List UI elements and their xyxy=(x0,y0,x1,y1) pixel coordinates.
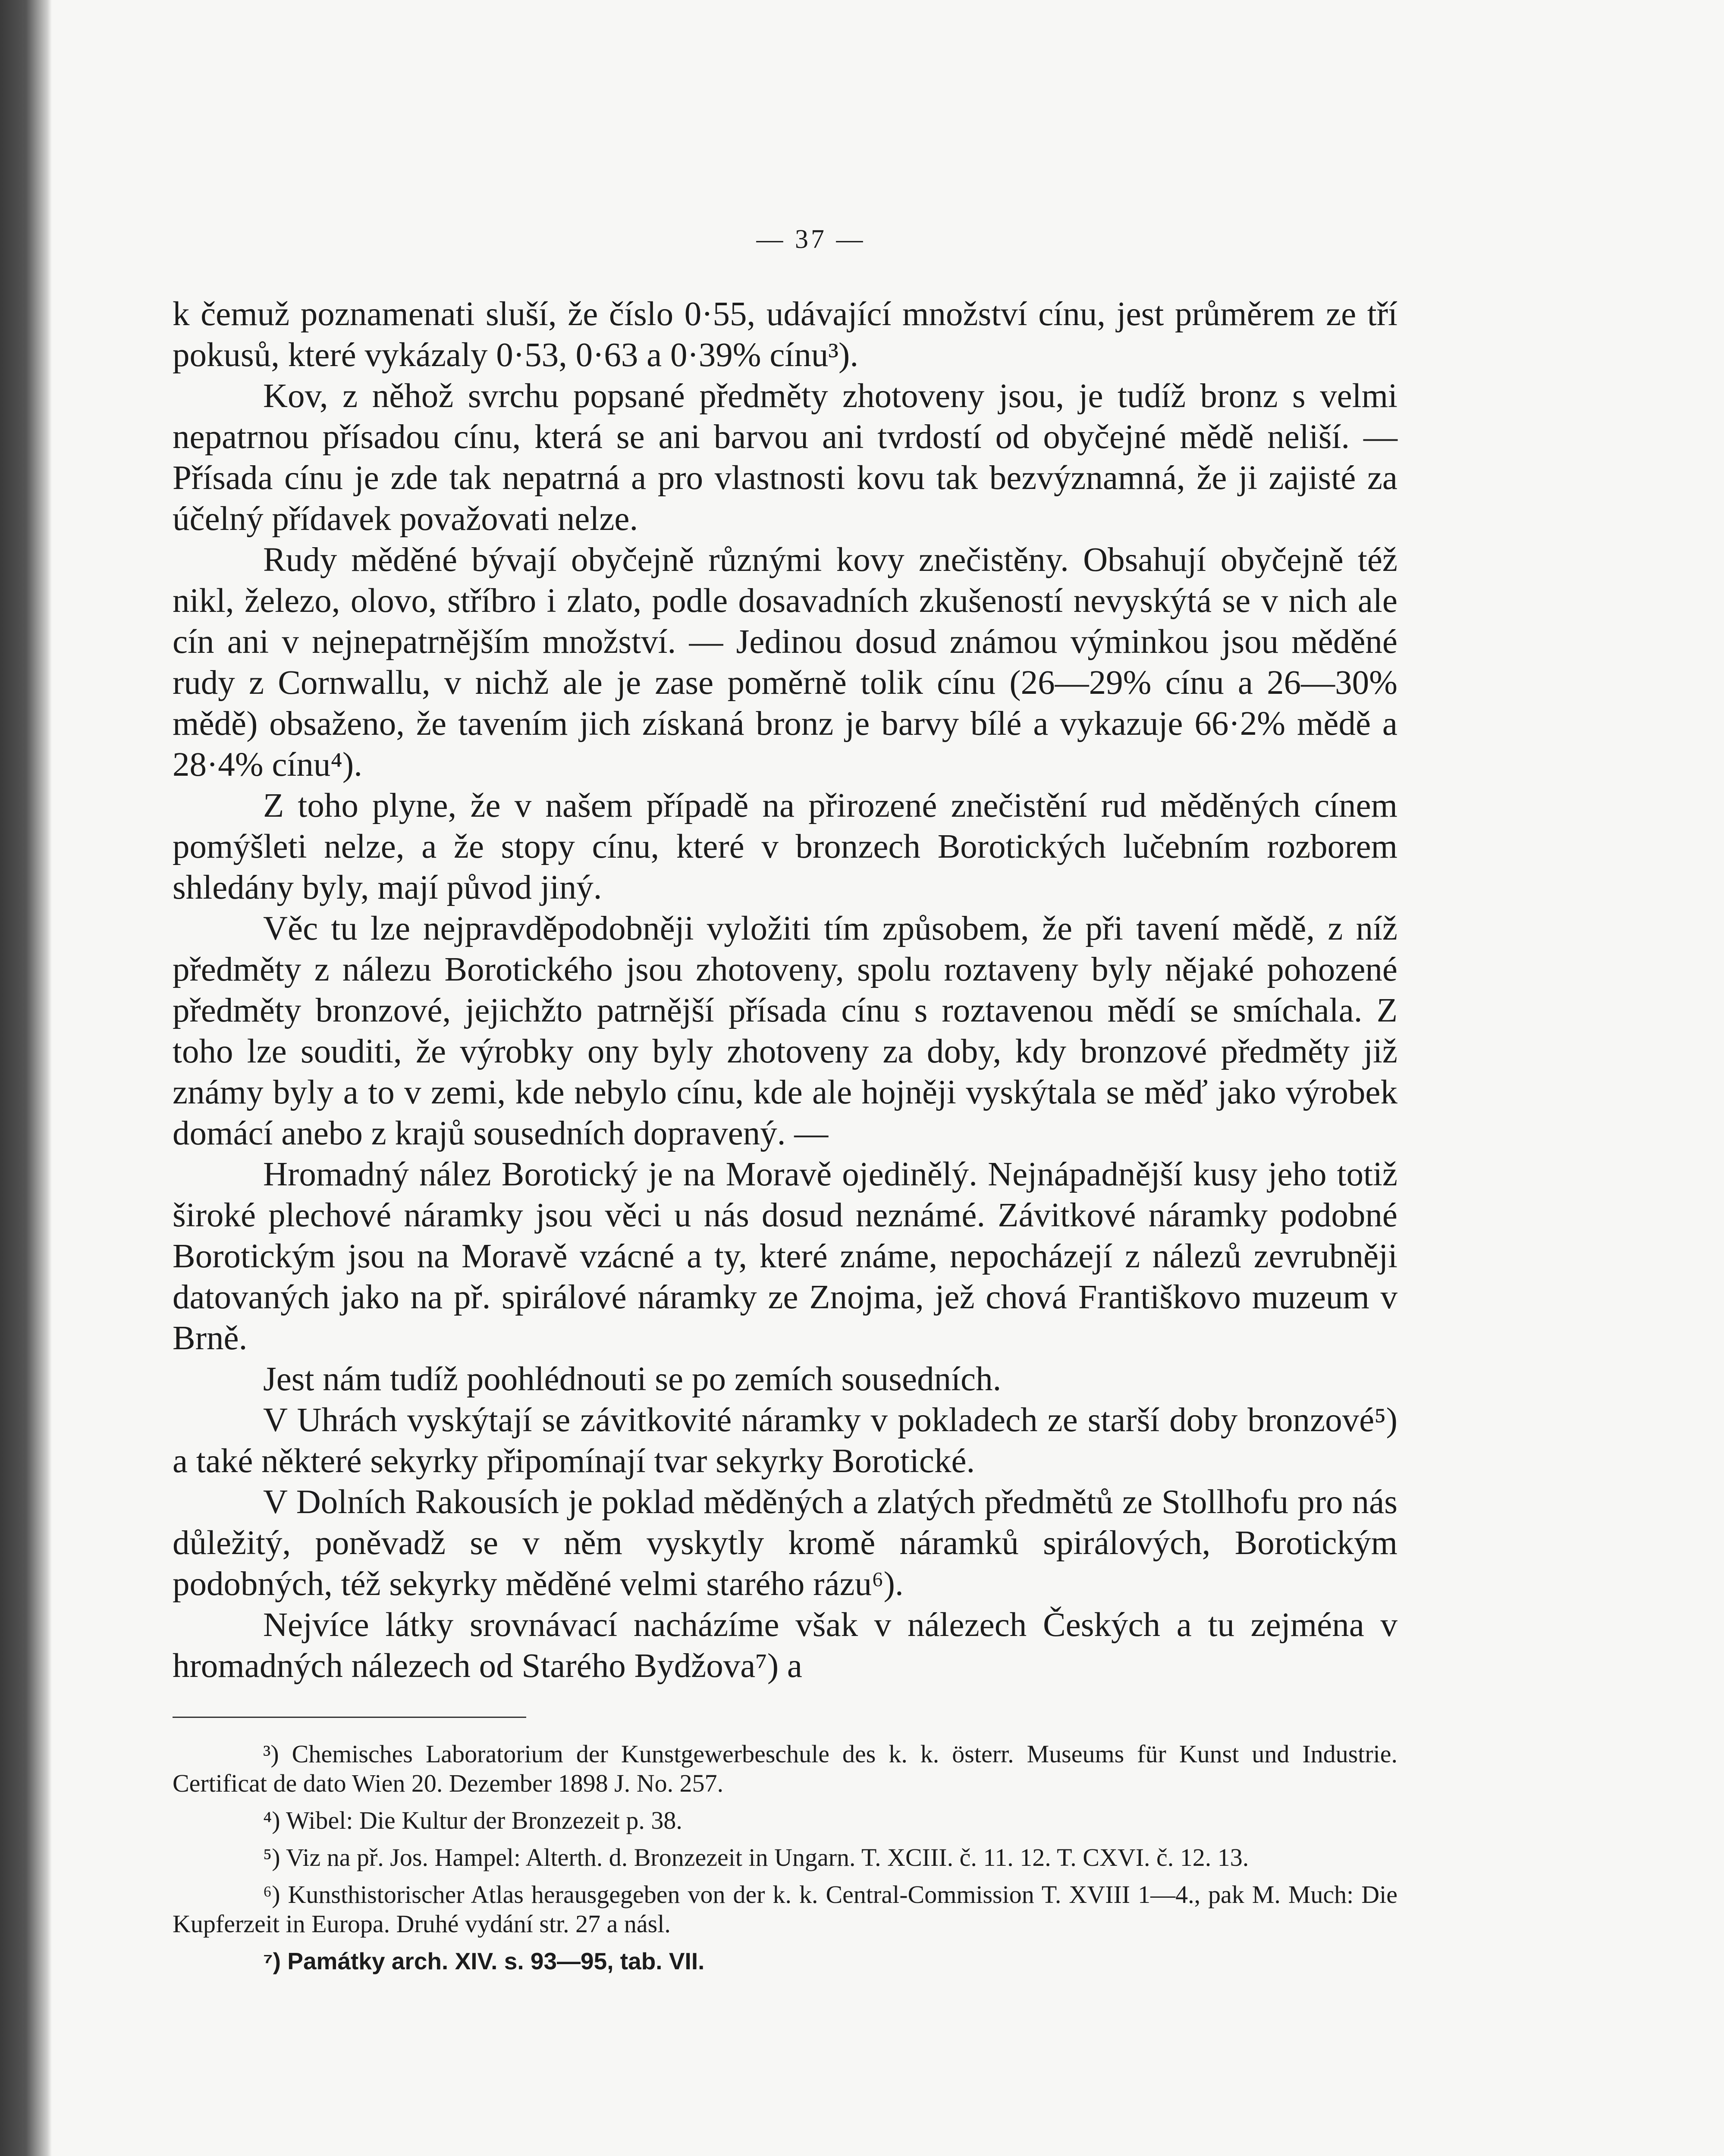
paragraph: k čemuž poznamenati sluší, že číslo 0·55, udávající množství cínu, jest průměrem ze tří pokusů, které vykázaly 0·53, 0·63 a 0·39% cínu³). xyxy=(173,295,1397,374)
footnote: ⁷) Památky arch. XIV. s. 93—95, tab. VII. xyxy=(263,1948,705,1974)
footnote: ⁵) Viz na př. Jos. Hampel: Alterth. d. Bronzezeit in Ungarn. T. XCIII. č. 11. 12. T. CXVI. č. 12. 13. xyxy=(263,1843,1249,1871)
book-page xyxy=(173,224,1397,1984)
body-text xyxy=(173,294,1397,1686)
paragraph: V Dolních Rakousích je poklad měděných a zlatých předmětů ze Stollhofu pro nás důležitý, poněvadž se v něm vyskytly kromě náramků spirálových, Borotickým podobných, též sekyrky měděné velmi starého rázu⁶). xyxy=(173,1483,1397,1603)
page-number: — 37 — xyxy=(756,225,866,254)
paragraph: Nejvíce látky srovnávací nacházíme však v nálezech Českých a tu zejména v hromadných nálezech od Starého Bydžova⁷) a xyxy=(173,1606,1397,1685)
footnote: ⁶) Kunsthistorischer Atlas herausgegeben von der k. k. Central-Commission T. XVIII 1—4., pak M. Much: Die Kupferzeit in Europa. Druhé vydání str. 27 a násl. xyxy=(173,1880,1397,1938)
paragraph: Z toho plyne, že v našem případě na přirozené znečistění rud měděných cínem pomýšleti nelze, a že stopy cínu, které v bronzech Borotických lučebním rozborem shledány byly, mají původ jiný. xyxy=(173,787,1397,906)
scan-binding-edge xyxy=(0,0,52,2156)
paragraph: Věc tu lze nejpravděpodobněji vyložiti tím způsobem, že při tavení mědě, z níž předměty z nálezu Borotického jsou zhotoveny, spolu roztaveny byly nějaké pohozené předměty bronzové, jejichžto patrnější přísada cínu s roztavenou mědí se smíchala. Z toho lze souditi, že výrobky ony byly zhotoveny za doby, kdy bronzové předměty již známy byly a to v zemi, kde nebylo cínu, kde ale hojněji vyskýtala se měď jako výrobek domácí anebo z krajů sousedních dopravený. — xyxy=(173,910,1397,1152)
footnote: ³) Chemisches Laboratorium der Kunstgewerbeschule des k. k. österr. Museums für Kunst und Industrie. Certificat de dato Wien 20. Dezember 1898 J. No. 257. xyxy=(173,1740,1397,1797)
paragraph: Jest nám tudíž poohlédnouti se po zemích sousedních. xyxy=(263,1360,1002,1398)
paragraph: V Uhrách vyskýtají se závitkovité náramky v pokladech ze starší doby bronzové⁵) a také některé sekyrky připomínají tvar sekyrky Borotické. xyxy=(173,1401,1397,1480)
paragraph: Kov, z něhož svrchu popsané předměty zhotoveny jsou, je tudíž bronz s velmi nepatrnou přísadou cínu, která se ani barvou ani tvrdostí od obyčejné mědě neliší. — Přísada cínu je zde tak nepatrná a pro vlastnosti kovu tak bezvýznamná, že ji zajisté za účelný přídavek považovati nelze. xyxy=(173,377,1397,538)
footnote-divider xyxy=(173,1717,526,1718)
paragraph: Rudy měděné bývají obyčejně různými kovy znečistěny. Obsahují obyčejně též nikl, železo, olovo, stříbro i zlato, podle dosavadních zkušeností nevyskýtá se v nich ale cín ani v nejnepatrnějším množství. — Jedinou dosud známou výminkou jsou měděné rudy z Cornwallu, v nichž ale je zase poměrně tolik cínu (26—29% cínu a 26—30% mědě) obsaženo, že tavením jich získaná bronz je barvy bílé a vykazuje 66·2% mědě a 28·4% cínu⁴). xyxy=(173,541,1397,783)
paragraph: Hromadný nález Borotický je na Moravě ojedinělý. Nejnápadnější kusy jeho totiž široké plechové náramky jsou věci u nás dosud neznámé. Závitkové náramky podobné Borotickým jsou na Moravě vzácné a ty, které známe, nepocházejí z nálezů zevrubněji datovaných jako na př. spirálové náramky ze Znojma, jež chová Františkovo muzeum v Brně. xyxy=(173,1156,1397,1357)
footnotes xyxy=(173,1739,1397,1976)
footnote: ⁴) Wibel: Die Kultur der Bronzezeit p. 38. xyxy=(263,1806,682,1834)
